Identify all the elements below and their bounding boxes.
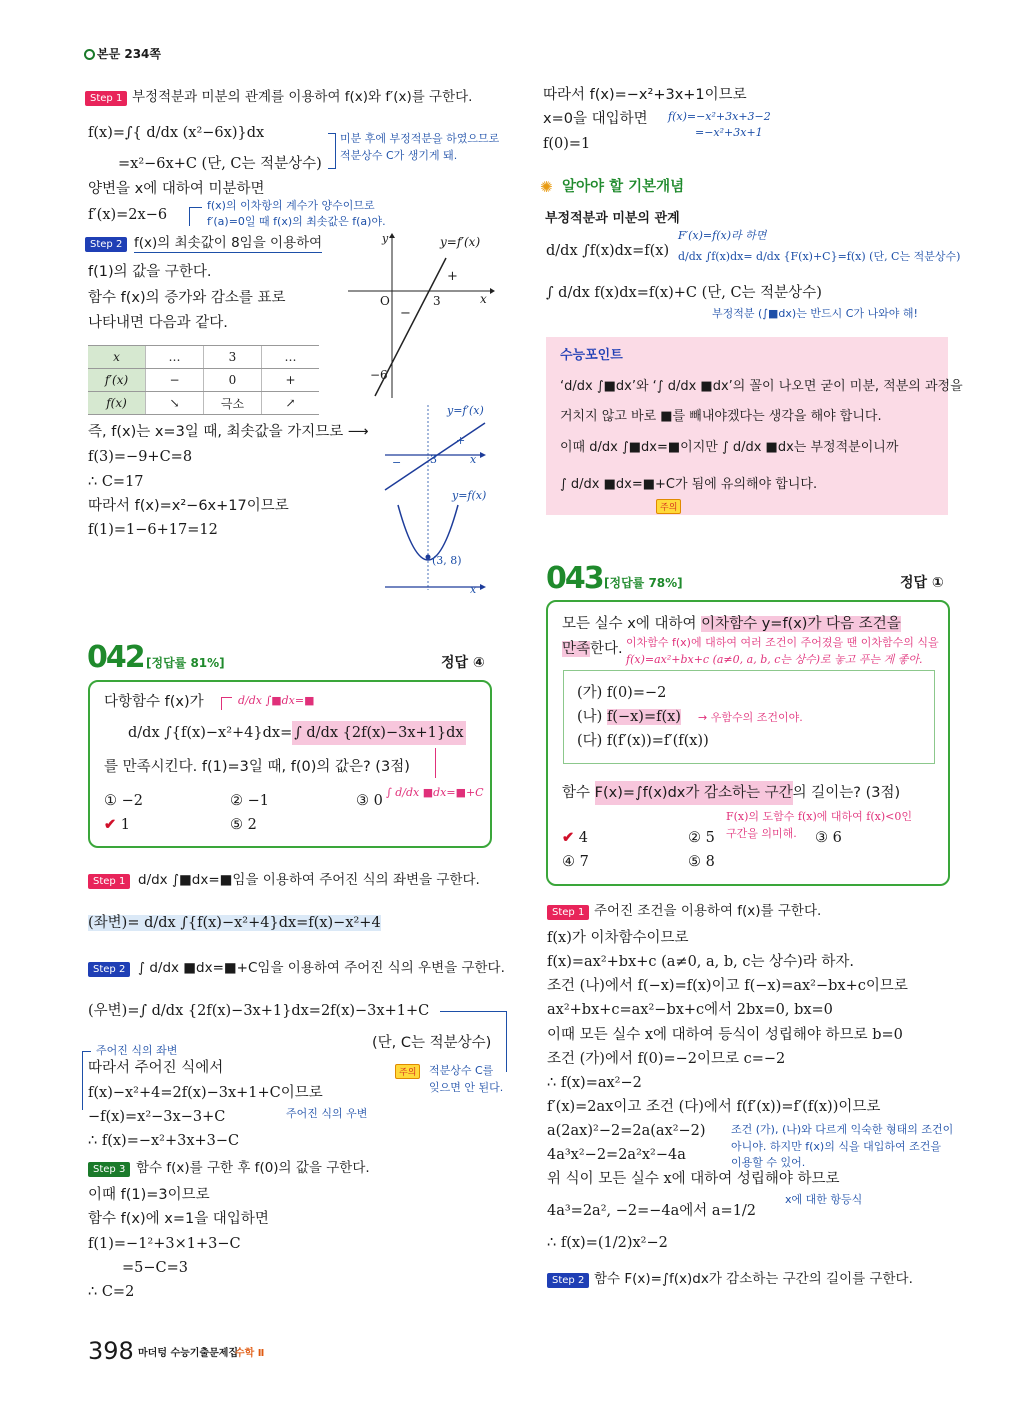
y-axis-arrow (389, 233, 395, 238)
table-row (88, 346, 319, 369)
eq-line: =5−C=3 (122, 1260, 188, 1276)
minus-sign: − (392, 456, 402, 469)
table-cell: 0 (204, 369, 262, 392)
text-line: 따라서 주어진 식에서 (88, 1060, 224, 1076)
table-cell: 3 (204, 346, 262, 369)
condition-highlight: f(−x)=f(x) (606, 709, 681, 725)
note: 조건 (가), (나)와 다르게 익숙한 형태의 조건이 (731, 1123, 954, 1136)
table-header-cell: x (88, 346, 146, 369)
step1-text: 주어진 조건을 이용하여 f(x)를 구한다. (594, 903, 822, 919)
equation-left: d/dx ∫{f(x)−x²+4}dx= (128, 725, 293, 741)
choice-2[interactable]: ② 5 (688, 830, 715, 846)
question-equation (128, 724, 466, 742)
question-highlight: 이차함수 y=f(x)가 다음 조건을 (701, 616, 901, 632)
annotation: d/dx ∫■dx=■ (238, 694, 315, 707)
graph-title: y=f′(x) (440, 235, 481, 249)
subject: 수학 Ⅱ (235, 1348, 265, 1359)
text-line: 이때 f(1)=3이므로 (88, 1187, 210, 1203)
concept-subtitle: 부정적분과 미분의 관계 (545, 211, 680, 226)
step1-badge: Step 1 (547, 905, 589, 920)
solution-line: a(2ax)²−2=2a(ax²−2) (547, 1123, 706, 1139)
check-icon: ✔ (104, 816, 117, 833)
question-highlight: F(x)=∫f(x)dx가 감소하는 구간 (595, 781, 793, 805)
choice-5[interactable]: ⑤ 8 (688, 854, 715, 870)
page-number: 398 (88, 1337, 134, 1365)
table-header-cell: f′(x) (88, 369, 146, 392)
problem-number: 043 (546, 561, 603, 596)
solution-line: ∴ f(x)=ax²−2 (547, 1075, 642, 1091)
point-line: 이때 d/dx ∫■dx=■이지만 ∫ d/dx ■dx는 부정적분이니까 (560, 440, 899, 455)
eq-line: ∴ C=2 (88, 1284, 135, 1300)
step1-badge: Step 1 (88, 874, 130, 889)
choice-3[interactable]: ③ 6 (815, 830, 842, 846)
solution-line: 4a³x²−2=2a²x²−4a (547, 1147, 686, 1163)
text-line: 함수 f(x)의 증가와 감소를 표로 (88, 290, 286, 306)
text-line: 즉, f(x)는 x=3일 때, 최솟값을 가지므로 ⟶ (88, 424, 369, 440)
minimum-point (426, 555, 431, 560)
point-label: (3, 8) (432, 554, 462, 567)
eq-line: f(0)=1 (543, 136, 591, 152)
step3-badge: Step 3 (88, 1162, 130, 1177)
check-icon: ✔ (562, 829, 575, 846)
annotation-arrow (435, 748, 436, 778)
choice-5[interactable]: ⑤ 2 (230, 817, 257, 833)
graph-title: y=f′(x) (447, 404, 484, 417)
text-line: 따라서 f(x)=x²−6x+17이므로 (88, 498, 289, 514)
eq-line: f(1)=1−6+17=12 (88, 522, 218, 538)
choice-4[interactable] (104, 816, 130, 834)
arrow-bracket (189, 207, 202, 226)
y-tick-neg6: −6 (370, 368, 388, 382)
choice-1-label: 4 (578, 830, 588, 846)
minus-sign: − (400, 306, 411, 321)
note: f(x)=−x²+3x+3−2 (668, 110, 771, 123)
question-text: 를 만족시킨다. f(1)=3일 때, f(0)의 값은? (3점) (104, 759, 410, 775)
x-tick-3: 3 (433, 294, 441, 308)
eq-line: f(1)=−1²+3×1+3−C (88, 1236, 241, 1252)
bracket (328, 133, 336, 169)
reference-page: 본문 234쪽 (97, 47, 162, 61)
choice-1[interactable]: ① −2 (104, 793, 143, 809)
eq-line: −f(x)=x²−3x−3+C (88, 1109, 226, 1125)
eq-line: ∫ d/dx f(x)dx=f(x)+C (단, C는 적분상수) (546, 285, 822, 301)
eq-line: f(3)=−9+C=8 (88, 449, 193, 465)
note: f(x)의 이차항의 계수가 양수이므로 (207, 199, 375, 212)
choice-4-label: 1 (120, 817, 130, 833)
table-cell: … (262, 346, 320, 369)
note: 잊으면 안 된다. (429, 1081, 504, 1094)
step2-badge: Step 2 (88, 962, 130, 977)
note: 적분상수 C를 (429, 1064, 494, 1077)
condition-na (577, 708, 681, 726)
table-cell: − (146, 369, 204, 392)
step2-text: f(x)의 최솟값이 8임을 이용하여 (134, 235, 323, 251)
text-line: x=0을 대입하면 (543, 111, 648, 127)
step1-text: d/dx ∫■dx=■임을 이용하여 주어진 식의 좌변을 구한다. (138, 872, 480, 888)
note: 아니야. 하지만 f(x)의 식을 대입하여 조건을 (731, 1140, 941, 1153)
question-part: 한다. (590, 641, 623, 657)
note: 이용할 수 있어. (731, 1156, 806, 1169)
plus-sign: + (456, 434, 466, 447)
step3-text: 함수 f(x)를 구한 후 f(0)의 값을 구한다. (136, 1160, 370, 1176)
condition-da: (다) f(f′(x))=f′(f(x)) (577, 733, 709, 749)
step2-text: 함수 F(x)=∫f(x)dx가 감소하는 구간의 길이를 구한다. (594, 1271, 913, 1287)
note: F′(x)=f(x)라 하면 (678, 229, 767, 242)
x-axis-arrow (490, 288, 495, 294)
eq-left-side: (좌변)= d/dx ∫{f(x)−x²+4}dx=f(x)−x²+4 (88, 915, 381, 931)
question-part: 함수 (562, 785, 595, 801)
annotation: 구간을 의미해. (726, 827, 797, 840)
eq-line: f(x)=∫{ d/dx (x²−6x)}dx (88, 125, 265, 141)
x-axis-arrow (480, 452, 486, 458)
question-part: 모든 실수 x에 대하여 (562, 616, 702, 632)
text-line: 따라서 f(x)=−x²+3x+1이므로 (543, 87, 747, 103)
choice-4[interactable]: ④ 7 (562, 854, 589, 870)
correct-rate: [정답률 81%] (146, 656, 225, 670)
solution-line: 조건 (가)에서 f(0)=−2이므로 c=−2 (547, 1051, 786, 1067)
concept-title: 알아야 할 기본개념 (562, 179, 685, 195)
choice-2[interactable]: ② −1 (230, 793, 269, 809)
text-line: f(1)의 값을 구한다. (88, 264, 212, 280)
note: 부정적분 (∫■dx)는 반드시 C가 나와야 해! (712, 307, 918, 320)
table-header-cell: f(x) (88, 392, 146, 415)
eq-line: (우변)=∫ d/dx {2f(x)−3x+1}dx=2f(x)−3x+1+C (88, 1003, 430, 1019)
note: 주어진 식의 좌변 (96, 1044, 178, 1057)
table-row (88, 369, 319, 392)
eq-line: d/dx ∫f(x)dx=f(x) (546, 243, 670, 259)
annotation: f(x)=ax²+bx+c (a≠0, a, b, c는 상수)로 놓고 푸는 게 좋아. (626, 653, 923, 666)
solution-line: f(x)=ax²+bx+c (a≠0, a, b, c는 상수)라 하자. (547, 954, 855, 970)
x-axis-label: x (470, 583, 477, 596)
note: d/dx ∫f(x)dx= d/dx {F(x)+C}=f(x) (단, C는 적분상수) (678, 250, 961, 263)
text-line: 함수 f(x)에 x=1을 대입하면 (88, 1211, 269, 1227)
table-cell: ↗ (262, 392, 320, 415)
variation-table (88, 345, 319, 415)
note: 미분 후에 부정적분을 하였으므로 (340, 132, 500, 145)
problem-number: 042 (87, 640, 144, 675)
ref-circle-icon (84, 49, 95, 60)
annotation: 이차함수 f(x)에 대하여 여러 조건이 주어졌을 땐 이차함수의 식을 (626, 636, 939, 649)
answer: 정답 ① (900, 575, 944, 591)
point-line: ∫ d/dx ■dx=■+C가 됨에 유의해야 합니다. (560, 477, 818, 492)
question-part: 의 길이는? (3점) (792, 785, 901, 801)
solution-line: f′(x)=2ax이고 조건 (다)에서 f(f′(x))=f′(f(x))이므로 (547, 1099, 881, 1115)
step1-badge: Step 1 (85, 91, 127, 106)
eq-line: f(x)−x²+4=2f(x)−3x+1+C이므로 (88, 1085, 323, 1101)
point-title: 수능포인트 (560, 348, 623, 363)
table-cell: ↘ (146, 392, 204, 415)
choice-3[interactable]: ③ 0 (356, 793, 383, 809)
question-text (562, 784, 900, 802)
annotation: → 우함수의 조건이야. (698, 711, 803, 724)
solution-line: 위 식이 모든 실수 x에 대하여 성립해야 하므로 (547, 1171, 840, 1187)
step2-badge: Step 2 (547, 1273, 589, 1288)
solution-line: 조건 (나)에서 f(−x)=f(x)이고 f(−x)=ax²−bx+c이므로 (547, 978, 908, 994)
solution-line: 이때 모든 실수 x에 대하여 등식이 성립해야 하므로 b=0 (547, 1027, 903, 1043)
arrow-bracket (221, 697, 232, 710)
caution-badge: 주의 (395, 1064, 420, 1079)
table-cell: + (262, 369, 320, 392)
eq-line: ∴ f(x)=−x²+3x+3−C (88, 1133, 240, 1149)
condition-label: (나) (577, 709, 607, 725)
equation-right: ∫ d/dx {2f(x)−3x+1}dx (292, 721, 465, 745)
question-highlight: 만족 (562, 641, 591, 657)
question-text: 다항함수 f(x)가 (104, 694, 204, 710)
question-text (562, 615, 901, 633)
point-line: 거치지 않고 바로 ■를 빼내야겠다는 생각을 해야 합니다. (560, 409, 882, 424)
annotation: F(x)의 도함수 f(x)에 대하여 f(x)<0인 (726, 810, 912, 823)
eq-line (88, 914, 381, 932)
text-line: 나타내면 다음과 같다. (88, 315, 228, 331)
table-row (88, 392, 319, 415)
x-axis-label: x (480, 292, 487, 306)
plus-sign: + (447, 269, 458, 284)
solution-line: ∴ f(x)=(1/2)x²−2 (547, 1235, 668, 1251)
text-line: (단, C는 적분상수) (372, 1035, 492, 1051)
step1-text: 부정적분과 미분의 관계를 이용하여 f(x)와 f′(x)를 구한다. (132, 89, 473, 105)
table-cell: 극소 (204, 392, 262, 415)
annotation: ∫ d/dx ■dx=■+C (386, 786, 484, 799)
step2-text: ∫ d/dx ■dx=■+C임을 이용하여 주어진 식의 우변을 구한다. (138, 960, 505, 976)
step2-badge: Step 2 (85, 237, 127, 252)
note: x에 대한 항등식 (785, 1193, 863, 1206)
note: 주어진 식의 우변 (286, 1107, 368, 1120)
answer: 정답 ④ (441, 655, 485, 671)
x-tick-3: 3 (430, 453, 437, 466)
lightbulb-icon: ✺ (540, 178, 553, 196)
solution-line: 4a³=2a², −2=−4a에서 a=1/2 (547, 1203, 757, 1219)
origin-label: O (380, 294, 390, 308)
book-title: 마더텅 수능기출문제집 (138, 1348, 239, 1359)
eq-line: f′(x)=2x−6 (88, 207, 168, 223)
note: f′(a)=0일 때 f(x)의 최솟값은 f(a)야. (207, 215, 386, 228)
caution-badge: 주의 (656, 499, 681, 514)
correct-rate: [정답률 78%] (604, 576, 683, 590)
text-line: 양변을 x에 대하여 미분하면 (88, 181, 265, 197)
note: =−x²+3x+1 (695, 126, 763, 139)
eq-line: ∴ C=17 (88, 474, 144, 490)
note: 적분상수 C가 생기게 돼. (340, 149, 458, 162)
table-cell: … (146, 346, 204, 369)
x-axis-arrow (480, 584, 486, 590)
choice-1[interactable] (562, 829, 588, 847)
question-text (562, 640, 623, 658)
eq-line: =x²−6x+C (단, C는 적분상수) (118, 156, 322, 172)
x-axis-label: x (470, 453, 477, 466)
point-line: ‘d/dx ∫■dx’와 ‘∫ d/dx ■dx’의 꼴이 나오면 굳이 미분, 적분의 과정을 (560, 379, 963, 394)
condition-ga: (가) f(0)=−2 (577, 685, 667, 701)
solution-line: f(x)가 이차함수이므로 (547, 930, 689, 946)
derivative-graph (340, 228, 500, 403)
y-axis-label: y (382, 232, 389, 245)
solution-line: ax²+bx+c=ax²−bx+c에서 2bx=0, bx=0 (547, 1002, 833, 1018)
graph-title: y=f(x) (452, 489, 487, 502)
